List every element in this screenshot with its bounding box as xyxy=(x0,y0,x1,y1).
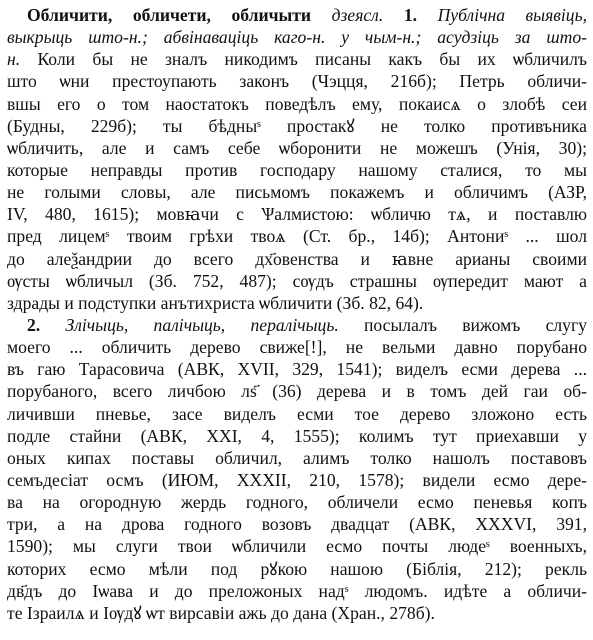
citation-text xyxy=(383,5,404,25)
citation-text: што ѡни престоупають законъ (Чэцця, 216б); Петрь обличи- xyxy=(7,71,587,92)
citation-text: не голыми словы, але письмомъ покажемъ и обличимъ (АЗР, xyxy=(7,182,587,203)
entry-text-line xyxy=(7,425,587,447)
citation-text: здрады и подступки анътихриста ѡбличити (Зб. 82, 64). xyxy=(7,292,424,313)
sense-2-paragraph xyxy=(7,314,587,624)
bold-headword-text: Обличити, обличети, обличыти xyxy=(27,5,312,25)
entry-text-line xyxy=(7,93,587,115)
italic-definition-text: выкрыць што-н.; абвінаваціць каго-н. у чым-н.; асудзіць за што- xyxy=(7,27,587,48)
citation-text: порубаного, всего личбою лѕ҃ (36) дерева и в томъ дей гаи об- xyxy=(7,381,587,402)
italic-definition-text: Злічыць, палічыць, пералічыць. xyxy=(65,314,339,335)
citation-text: личивши пневье, засе виделъ есми тое дерево зложоно есть xyxy=(7,403,587,424)
citation-text: которих есмо мѣли под рꙋкою нашою (Біблія, 212); рекль xyxy=(7,558,587,579)
italic-definition-text: н. xyxy=(7,49,21,70)
entry-text-line xyxy=(7,403,587,425)
citation-text: посылалъ вижомъ слугу xyxy=(338,314,587,335)
entry-text-line xyxy=(7,314,587,336)
entry-text-line xyxy=(7,469,587,491)
citation-text: вшы его о том наостатокъ поведѣлъ ему, покаисѧ о злобѣ сеи xyxy=(7,93,587,114)
italic-definition-text: дзеясл. xyxy=(331,5,384,25)
entry-text-line xyxy=(7,115,587,137)
citation-text: три, а на дрова годного возовъ двадцат (АВК, XXXVI, 391, xyxy=(7,514,587,535)
bold-headword-text: 2. xyxy=(27,314,41,335)
citation-text: моего ... обличить дерево свиже[!], не вельми давно порубано xyxy=(7,337,587,358)
citation-text xyxy=(311,5,332,25)
citation-text: подле стайни (АВК, XXI, 4, 1555); колимъ тут приехавши у xyxy=(7,425,587,446)
citation-text: ѹсты ѡбличыл (Зб. 752, 487); сѹдъ страшны ѹпередит мают а xyxy=(7,270,587,291)
sense-1-paragraph xyxy=(7,4,587,314)
entry-text-line xyxy=(7,248,587,270)
entry-text-line xyxy=(7,292,587,314)
entry-text-line xyxy=(7,137,587,159)
bold-headword-text: 1. xyxy=(403,5,418,25)
entry-text-line xyxy=(7,447,587,469)
entry-text-line xyxy=(7,225,587,247)
entry-text-line xyxy=(7,48,587,70)
entry-text-line xyxy=(7,580,587,602)
citation-text: те Iзраилѧ и Iѹдꙋ ѡт вирсавiи ажь до дана (Хран., 278б). xyxy=(7,602,435,623)
entry-text-line xyxy=(7,181,587,203)
entry-text-line xyxy=(7,26,587,48)
entry-text-line xyxy=(7,358,587,380)
citation-text xyxy=(417,5,438,25)
entry-text-line xyxy=(7,4,587,26)
dictionary-entry-obliciti xyxy=(7,4,587,624)
citation-text: (Будны, 229б); ты бѣдныˢ простакꙋ не толко противъника xyxy=(7,115,587,136)
citation-text xyxy=(40,315,65,335)
entry-text-line xyxy=(7,380,587,402)
citation-text: дв҃дъ до Iѡава и до преложоных надˢ людомъ. идѣте а обличи- xyxy=(7,580,587,601)
citation-text: ѡбличить, але и самъ себе ѡборонити не можешъ (Унія, 30); xyxy=(7,137,587,158)
citation-text: 1590); мы слуги твои ѡбличили есмо почты людеˢ военныхъ, xyxy=(7,536,587,557)
citation-text: пред лицемˢ твоим грѣхи твоѧ (Ст. бр., 14б); Антониˢ ... шол xyxy=(7,226,587,247)
entry-text-line xyxy=(7,513,587,535)
entry-text-line xyxy=(7,70,587,92)
entry-text-line xyxy=(7,159,587,181)
entry-text-line xyxy=(7,203,587,225)
entry-text-line xyxy=(7,336,587,358)
citation-text: оных кипах поставы обличил, алимъ толко нашолъ поставовъ xyxy=(7,447,587,468)
citation-text: ва на огородную жердь годного, обличели есмо пеневья копъ xyxy=(7,492,587,513)
entry-text-line xyxy=(7,535,587,557)
entry-text-line xyxy=(7,602,587,624)
entry-text-line xyxy=(7,558,587,580)
italic-definition-text: Публічна выявіць, xyxy=(437,5,587,25)
citation-text: семъдесiат осмъ (ИЮМ, XXXII, 210, 1578); видели есмо дере- xyxy=(7,469,587,490)
citation-text: которые неправды против господару нашому сталися, то мы xyxy=(7,159,587,180)
citation-text: до алеѯандрии до всего дх҃овенства и ꙗвне арианы своими xyxy=(7,248,587,269)
entry-text-line xyxy=(7,491,587,513)
citation-text: IV, 480, 1615); мовꙗчи с Ѱалмистою: ѡбличю тѧ, и поставлю xyxy=(7,204,587,225)
citation-text: Коли бы не зналъ никодимъ писаны какъ бы их ѡбличилъ xyxy=(20,49,587,70)
citation-text: въ гаю Тарасовича (АВК, XVII, 329, 1541); виделъ есми дерева ... xyxy=(7,359,587,380)
entry-text-line xyxy=(7,270,587,292)
